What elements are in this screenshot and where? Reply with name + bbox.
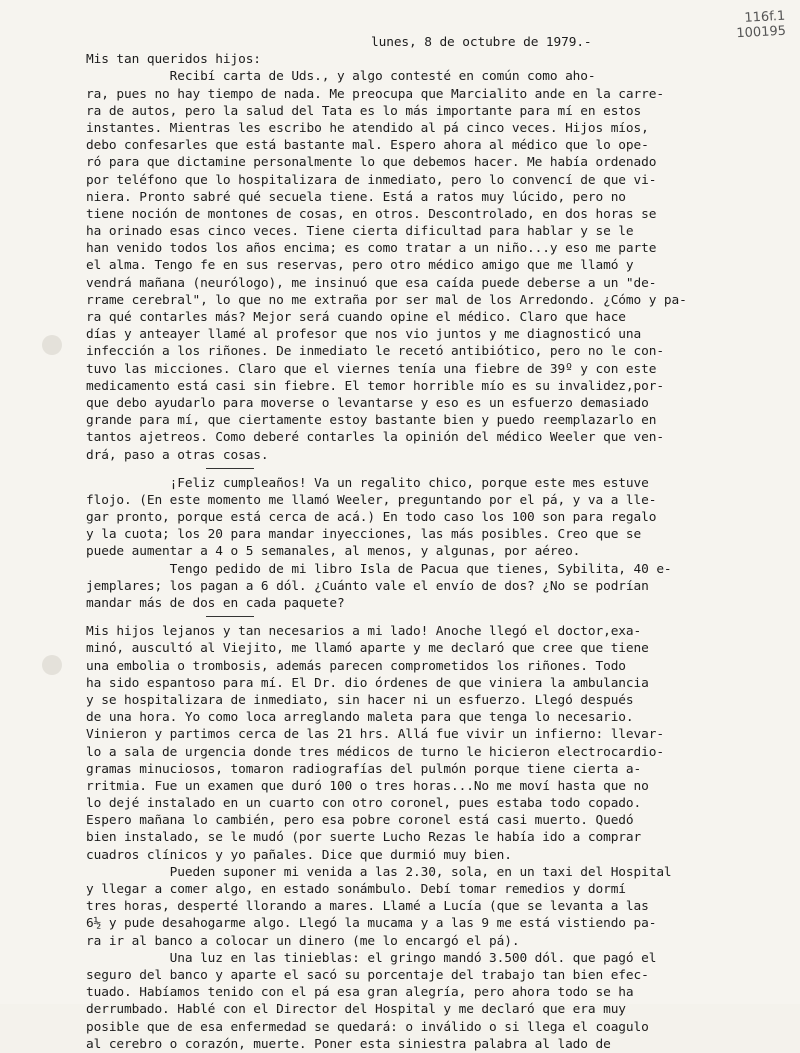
text-line: Recibí carta de Uds., y algo contesté en común como aho-	[86, 69, 596, 85]
text-line: tiene noción de montones de cosas, en otros. Descontrolado, en dos horas se	[86, 206, 657, 222]
text-line: ha orinado esas cinco veces. Tiene cierta dificultad para hablar y se le	[86, 224, 634, 240]
text-line: niera. Pronto sabré qué secuela tiene. Está a ratos muy lúcido, pero no	[86, 189, 626, 205]
letter-greeting: Mis tan queridos hijos:	[86, 52, 261, 68]
text-line: por teléfono que lo hospitalizara de inmediato, pero lo convencí de que vi-	[86, 172, 657, 188]
archive-note-line: 116f.1	[744, 8, 786, 26]
text-line: ha sido espantoso para mí. El Dr. dio órdenes de que viniera la ambulancia	[86, 675, 649, 691]
text-line: bien instalado, se le mudó (por suerte Lucho Rezas le había ido a comprar	[86, 830, 642, 846]
text-line: ra ir al banco a colocar un dinero (me lo encargó el pá).	[86, 933, 520, 949]
text-line: 6½ y pude desahogarme algo. Llegó la mucama y a las 9 me está vistiendo pa-	[86, 916, 657, 932]
text-line: jemplares; los pagan a 6 dól. ¿Cuánto vale el envío de dos? ¿No se podrían	[86, 578, 649, 594]
text-line: una embolia o trombosis, además parecen comprometidos los riñones. Todo	[86, 658, 626, 674]
text-line: cuadros clínicos y yo pañales. Dice que durmió muy bien.	[86, 847, 512, 863]
text-line: vendrá mañana (neurólogo), me insinuó que esa caída puede deberse a un "de-	[86, 275, 657, 291]
text-line: Tengo pedido de mi libro Isla de Pacua que tienes, Sybilita, 40 e-	[86, 561, 672, 577]
punch-hole-bottom	[42, 655, 62, 675]
text-line: ra, pues no hay tiempo de nada. Me preocupa que Marcialito ande en la carre-	[86, 86, 664, 102]
text-line: puede aumentar a 4 o 5 semanales, al menos, y algunas, por aéreo.	[86, 544, 581, 560]
text-line: ra qué contarles más? Mejor será cuando opine el médico. Claro que hace	[86, 310, 626, 325]
text-line: rrame cerebral", lo que no me extraña por ser mal de los Arredondo. ¿Cómo y pa-	[86, 292, 687, 308]
text-line: y la cuota; los 20 para mandar inyecciones, las más posibles. Creo que se	[86, 527, 642, 543]
text-line: seguro del banco y aparte el sacó su porcentaje del trabajo tan bien efec-	[86, 967, 649, 983]
section-divider	[206, 468, 254, 469]
text-line: tuado. Habíamos tenido con el pá esa gran alegría, pero ahora todo se ha	[86, 985, 634, 1001]
text-line: gramas minuciosos, tomaron radiografías del pulmón porque tiene cierta a-	[86, 761, 642, 777]
section-divider	[206, 616, 254, 617]
letter-date: lunes, 8 de octubre de 1979.-	[371, 35, 592, 50]
text-line: gar pronto, porque está cerca de acá.) En todo caso los 100 son para regalo	[86, 510, 657, 526]
text-line: debo confesarles que está bastante mal. Espero ahora al médico que lo ope-	[86, 138, 649, 154]
text-line: tuvo las micciones. Claro que el viernes tenía una fiebre de 39º y con este	[86, 361, 657, 377]
text-line: grande para mí, que ciertamente estoy bastante bien y puedo reemplazarlo en	[86, 413, 657, 429]
text-line: Mis hijos lejanos y tan necesarios a mi lado! Anoche llegó el doctor,exa-	[86, 624, 642, 640]
paragraph-2	[86, 475, 766, 613]
text-line: ró para que dictamine personalmente lo que debemos hacer. Me había ordenado	[86, 155, 657, 171]
text-line: rritmia. Fue un examen que duró 100 o tres horas...No me moví hasta que no	[86, 778, 649, 794]
text-line: lo dejé instalado en un cuarto con otro coronel, pues estaba todo copado.	[86, 796, 642, 812]
text-line: flojo. (En este momento me llamó Weeler, preguntando por el pá, y va a lle-	[86, 492, 657, 508]
text-line: Vinieron y partimos cerca de las 21 hrs. Allá fue vivir un infierno: llevar-	[86, 727, 664, 743]
text-line: ra de autos, pero la salud del Tata es lo más importante para mí en estos	[86, 103, 642, 119]
text-line: el alma. Tengo fe en sus reservas, pero otro médico amigo que me llamó y	[86, 258, 634, 274]
text-line: mandar más de dos en cada paquete?	[86, 596, 345, 611]
text-line: Pueden suponer mi venida a las 2.30, sola, en un taxi del Hospital	[86, 864, 672, 880]
text-line: y llegar a comer algo, en estado sonámbulo. Debí tomar remedios y dormí	[86, 882, 626, 897]
text-line: drá, paso a otras cosas.	[86, 447, 269, 463]
letter-body	[86, 34, 766, 1053]
text-line: lo a sala de urgencia donde tres médicos de turno le hicieron electrocardio-	[86, 744, 664, 760]
text-line: al cerebro o corazón, muerte. Poner esta siniestra palabra al lado de	[86, 1036, 611, 1052]
text-line: minó, auscultó al Viejito, me llamó aparte y me declaró que cree que tiene	[86, 641, 649, 657]
text-line: Espero mañana lo cambién, pero esa pobre coronel está casi muerto. Quedó	[86, 813, 634, 829]
text-line: han venido todos los años encima; es como tratar a un niño...y eso me parte	[86, 241, 657, 257]
text-line: medicamento está casi sin fiebre. El temor horrible mío es su invalidez,por-	[86, 378, 664, 394]
text-line: instantes. Mientras les escribo he atendido al pá cinco veces. Hijos míos,	[86, 120, 649, 136]
text-line: Una luz en las tinieblas: el gringo mandó 3.500 dól. que pagó el	[86, 950, 657, 966]
text-line: tantos ajetreos. Como deberé contarles la opinión del médico Weeler que ven-	[86, 430, 664, 446]
text-line: días y anteayer llamé al profesor que nos vio juntos y me diagnosticó una	[86, 327, 642, 343]
archive-note-line: 100195	[736, 23, 787, 42]
text-line: tres horas, desperté llorando a mares. Llamé a Lucía (que se levanta a las	[86, 899, 649, 915]
paragraph-3	[86, 623, 766, 1053]
text-line: derrumbado. Hablé con el Director del Hospital y me declaró que era muy	[86, 1002, 626, 1018]
text-line: que debo ayudarlo para moverse o levantarse y eso es un esfuerzo demasiado	[86, 395, 649, 411]
text-line: y se hospitalizara de inmediato, sin hacer ni un esfuerzo. Llegó después	[86, 692, 634, 708]
text-line: infección a los riñones. De inmediato le recetó antibiótico, pero no le con-	[86, 344, 664, 360]
text-line: de una hora. Yo como loca arreglando maleta para que tenga lo necesario.	[86, 710, 634, 726]
punch-hole-top	[42, 335, 62, 355]
text-line: ¡Feliz cumpleaños! Va un regalito chico, porque este mes estuve	[86, 475, 649, 491]
paragraph-1	[86, 68, 766, 463]
text-line: posible que de esa enfermedad se quedará: o inválido o si llega el coagulo	[86, 1019, 649, 1035]
